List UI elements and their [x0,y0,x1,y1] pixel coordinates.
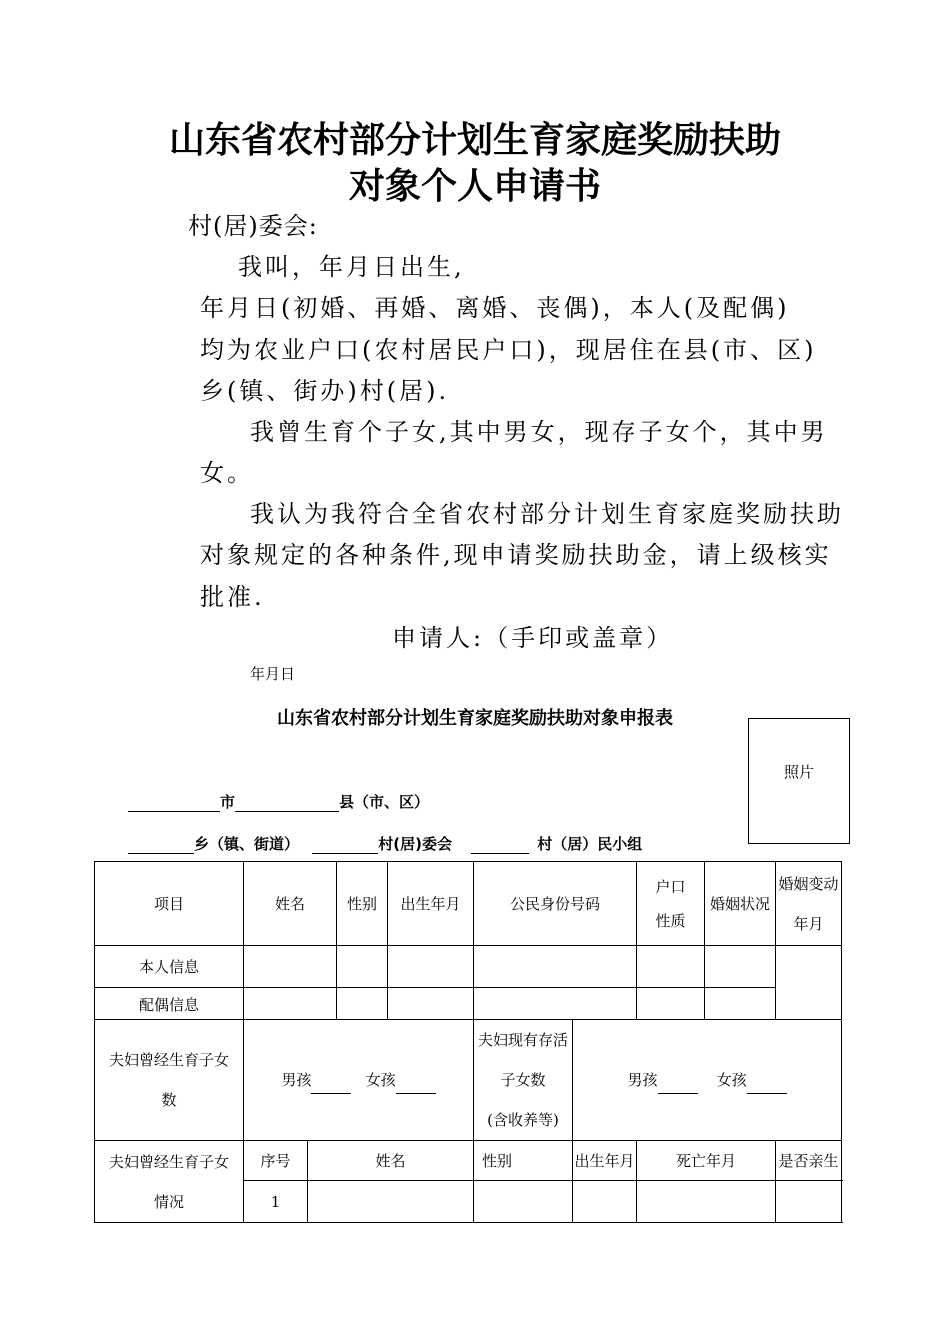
born-girls-blank[interactable] [396,1079,436,1094]
born-count-label [95,1020,244,1141]
marriage-change-cell[interactable] [776,946,842,1020]
county-label: 县（市、区） [339,793,430,811]
header-marital: 婚姻状况 [705,862,776,946]
living-girls-label: 女孩 [716,1071,747,1089]
born-detail-line1: 夫妇曾经生育子女 [108,1152,229,1171]
header-gender: 性别 [337,862,388,946]
township-label: 乡（镇、街道） [194,835,300,853]
table-row [95,946,842,988]
paragraph-line: 批准. [200,583,265,611]
living-count-cell [573,1020,842,1141]
spouse-birth-cell[interactable] [388,988,474,1020]
living-count-label [474,1020,573,1141]
child-header-birth: 出生年月 [573,1141,637,1181]
child-seq-cell: 1 [244,1181,308,1223]
living-girls-blank[interactable] [747,1079,787,1094]
form-title: 山东省农村部分计划生育家庭奖励扶助对象申报表 [277,708,673,729]
header-id: 公民身份号码 [474,862,637,946]
paragraph-line: 年月日(初婚、再婚、离婚、丧偶)，本人(及配偶) [200,294,790,322]
header-birth: 出生年月 [388,862,474,946]
group-label: 村（居）民小组 [537,835,643,853]
paragraph-line: 我认为我符合全省农村部分计划生育家庭奖励扶助 [250,500,844,528]
self-hukou-cell[interactable] [637,946,705,988]
self-birth-cell[interactable] [388,946,474,988]
application-table [94,861,842,1223]
living-count-line1: 夫妇现有存活子女数 [478,1031,569,1089]
self-marital-cell[interactable] [705,946,776,988]
paragraph-line: 对象规定的各种条件,现申请奖励扶助金，请上级核实 [200,541,832,569]
table-row [95,988,842,1020]
page-title: 山东省农村部分计划生育家庭奖励扶助 [168,120,781,161]
born-boys-label: 男孩 [281,1071,312,1089]
location-line-1 [128,791,429,812]
child-header-gender: 性别 [474,1141,573,1181]
row-self-label: 本人信息 [95,946,244,988]
child-header-seq: 序号 [244,1141,308,1181]
living-count-line2: (含收养等) [487,1111,559,1129]
born-girls-label: 女孩 [365,1071,396,1089]
header-name: 姓名 [244,862,337,946]
child-biological-cell[interactable] [776,1181,842,1223]
county-blank[interactable] [235,795,339,812]
salutation: 村(居)委会: [188,212,318,240]
living-boys-blank[interactable] [658,1079,698,1094]
living-boys-label: 男孩 [627,1071,658,1089]
born-detail-label [95,1141,244,1223]
child-birth-cell[interactable] [573,1181,637,1223]
header-change-line1: 婚姻变动 [778,874,839,893]
paragraph-line: 女。 [200,459,254,487]
group-blank[interactable] [471,837,529,854]
spouse-gender-cell[interactable] [337,988,388,1020]
header-hukou-line2: 性质 [655,911,686,930]
spouse-name-cell[interactable] [244,988,337,1020]
location-line-2 [128,833,642,854]
header-hukou [637,862,705,946]
photo-label: 照片 [783,763,814,781]
child-header-name: 姓名 [308,1141,474,1181]
village-blank[interactable] [312,837,378,854]
born-count-line2: 数 [161,1091,177,1109]
spouse-hukou-cell[interactable] [637,988,705,1020]
born-count-line1: 夫妇曾经生育子女 [108,1051,229,1069]
header-item: 项目 [95,862,244,946]
paragraph-line: 均为农业户口(农村居民户口)，现居住在县(市、区) [200,336,817,364]
paragraph-line: 我叫，年月日出生, [238,253,465,281]
spouse-marital-cell[interactable] [705,988,776,1020]
child-name-cell[interactable] [308,1181,474,1223]
child-header-row [95,1141,842,1181]
date-line: 年月日 [250,665,296,683]
spouse-id-cell[interactable] [474,988,637,1020]
row-spouse-label: 配偶信息 [95,988,244,1020]
header-hukou-line1: 户口 [655,877,686,896]
village-label: 村(居)委会 [378,835,452,853]
table-row [95,1020,842,1141]
child-gender-cell[interactable] [474,1181,573,1223]
paragraph-line: 我曾生育个子女,其中男女，现存子女个，其中男 [250,418,828,446]
child-death-cell[interactable] [637,1181,776,1223]
table-header-row [95,862,842,946]
child-header-death: 死亡年月 [637,1141,776,1181]
self-name-cell[interactable] [244,946,337,988]
city-label: 市 [220,793,236,811]
born-count-cell [244,1020,474,1141]
header-change [776,862,842,946]
child-header-biological: 是否亲生 [776,1141,842,1181]
paragraph-line: 乡(镇、街办)村(居). [200,377,450,405]
township-blank[interactable] [128,837,194,854]
photo-box [748,718,850,844]
born-boys-blank[interactable] [311,1079,351,1094]
header-change-line2: 年月 [793,914,824,933]
page-subtitle: 对象个人申请书 [348,166,601,207]
signature-line: 申请人:（手印或盖章） [392,624,674,652]
born-detail-line2: 情况 [153,1192,184,1211]
city-blank[interactable] [128,795,220,812]
self-gender-cell[interactable] [337,946,388,988]
self-id-cell[interactable] [474,946,637,988]
